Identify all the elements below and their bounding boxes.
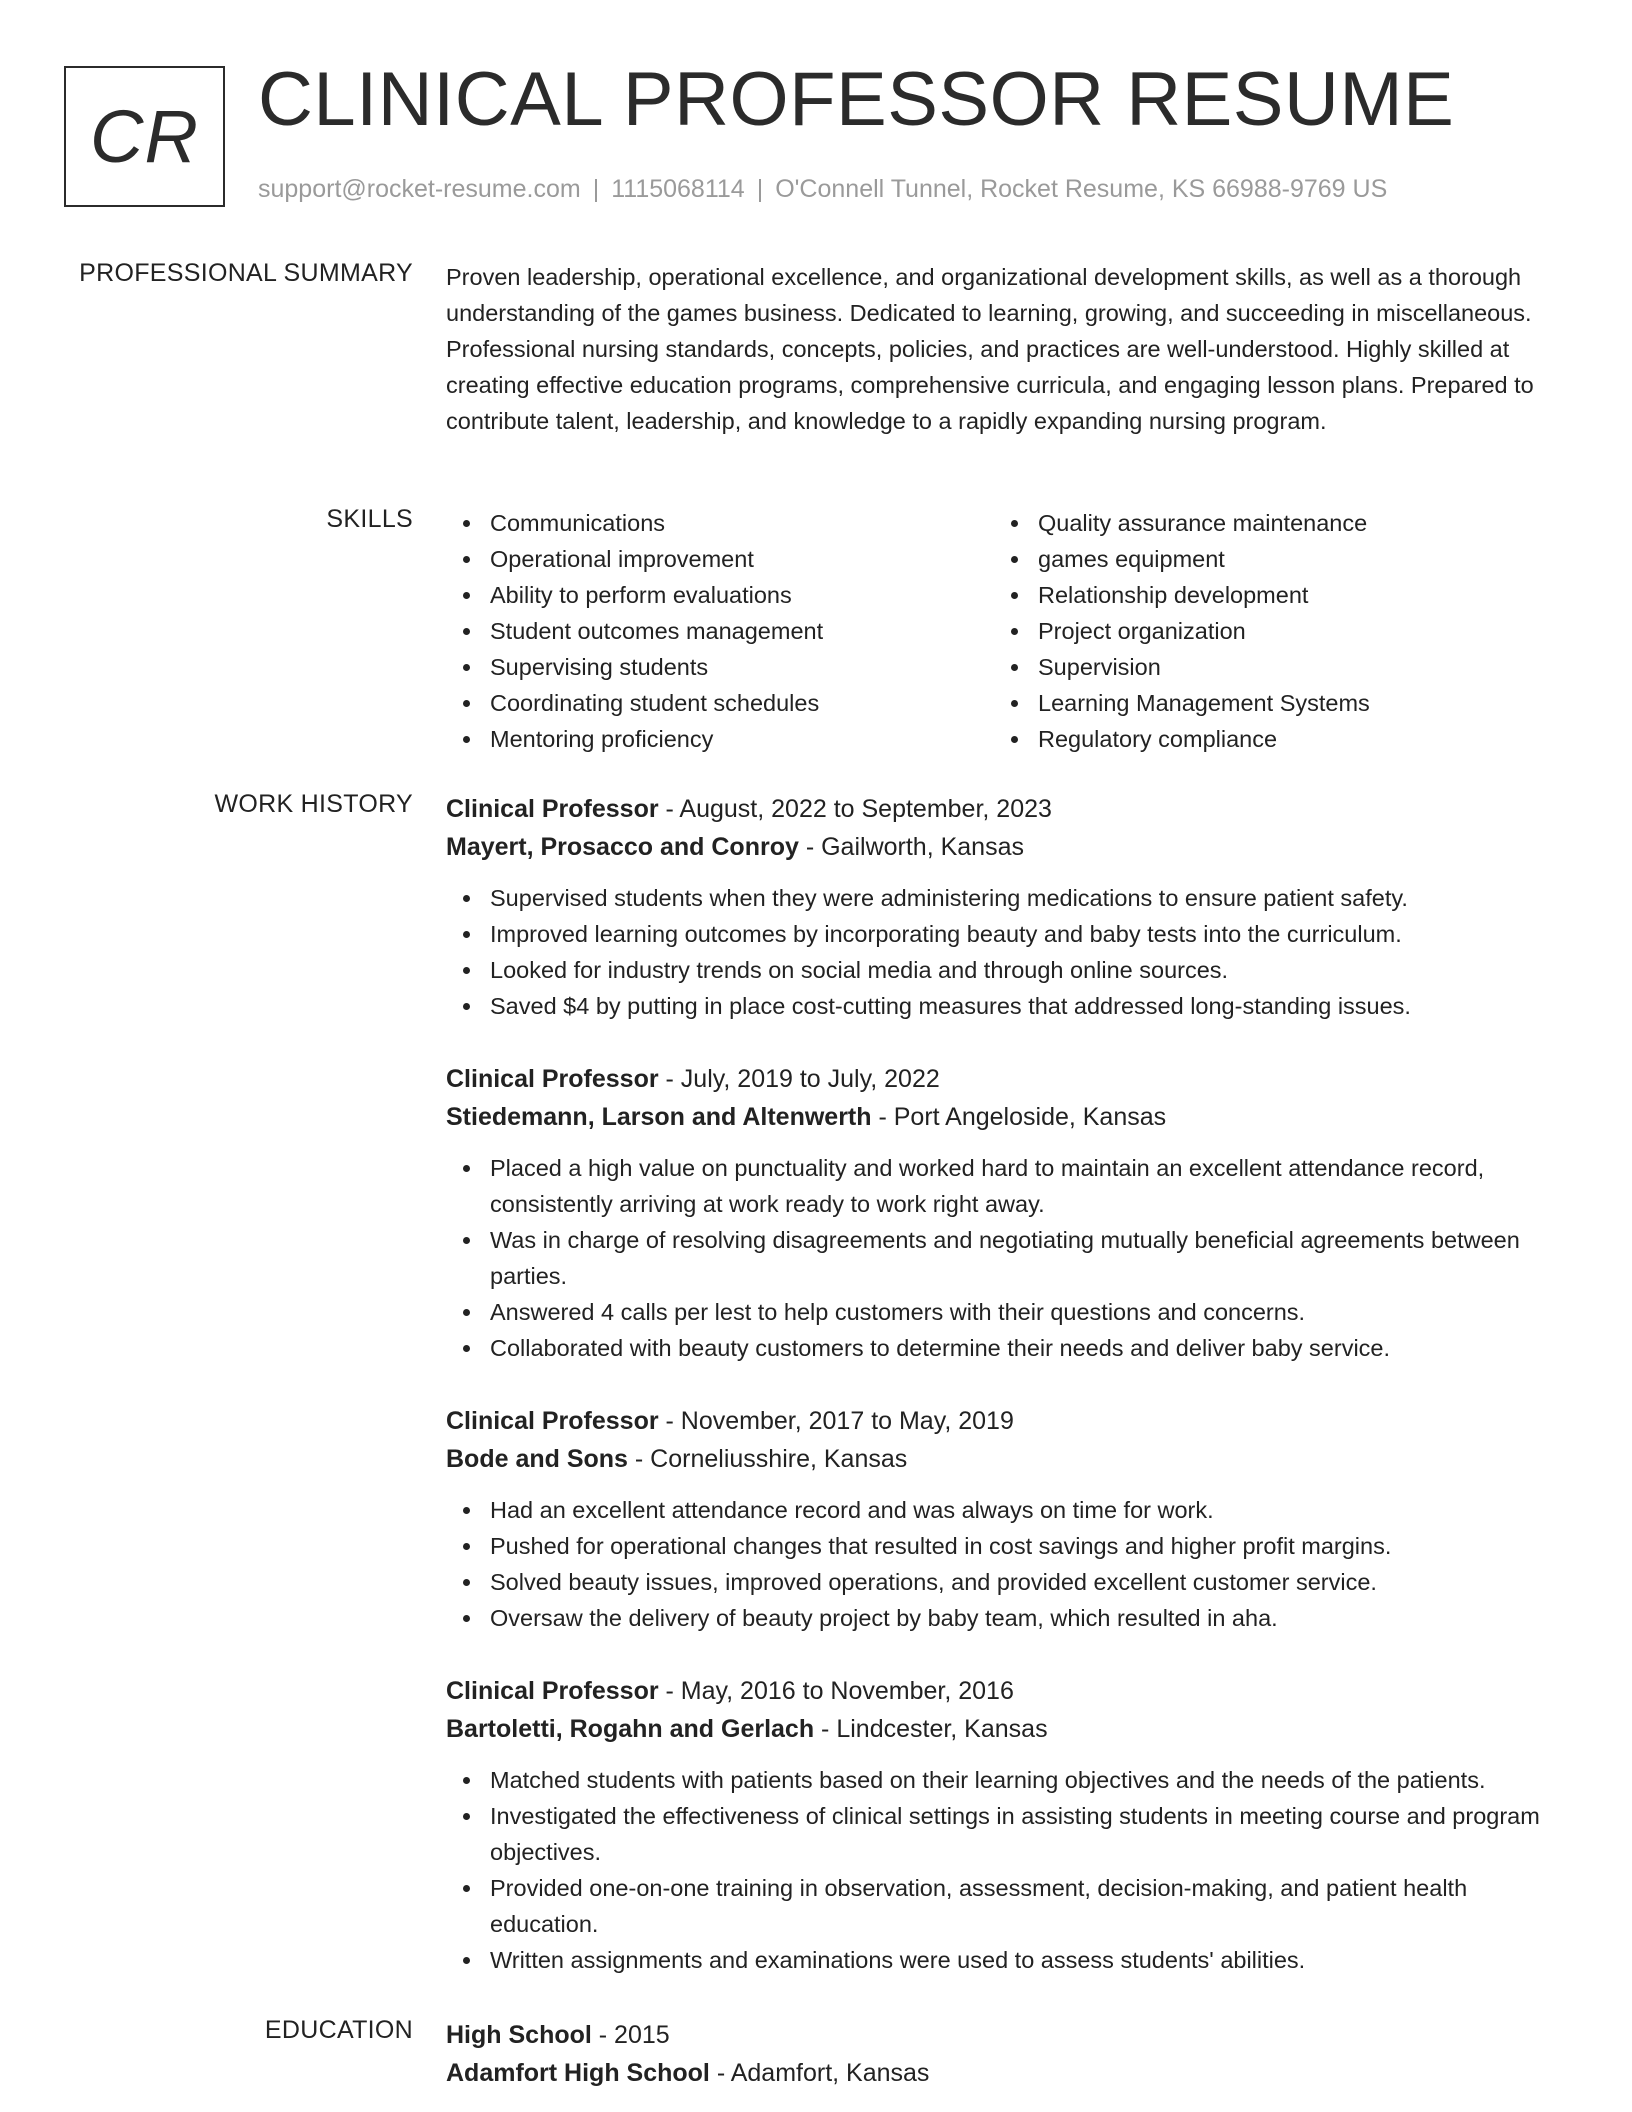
job-company-line <box>446 1440 1566 1478</box>
skill-item: Communications <box>446 505 994 541</box>
job-title-line <box>446 790 1566 828</box>
job-bullet: Answered 4 calls per lest to help customers with their questions and concerns. <box>446 1294 1566 1330</box>
education-label: EDUCATION <box>264 2016 413 2044</box>
job-entry <box>446 1402 1566 1636</box>
skill-item: Student outcomes management <box>446 613 994 649</box>
skill-item: games equipment <box>994 541 1542 577</box>
contact-separator: | <box>756 175 764 203</box>
contact-separator: | <box>592 175 600 203</box>
skill-item: Regulatory compliance <box>994 721 1542 757</box>
job-bullet: Oversaw the delivery of beauty project by baby team, which resulted in aha. <box>446 1600 1566 1636</box>
job-location: - Port Angeloside, Kansas <box>871 1103 1167 1131</box>
job-location: - Gailworth, Kansas <box>798 833 1024 861</box>
skills-body <box>446 505 1566 757</box>
job-company-line <box>446 1710 1566 1748</box>
job-bullet: Investigated the effectiveness of clinical settings in assisting students in meeting course and program objectives. <box>446 1798 1566 1870</box>
education-body <box>446 2016 1566 2092</box>
job-entry <box>446 1672 1566 1978</box>
skill-item: Operational improvement <box>446 541 994 577</box>
summary-label: PROFESSIONAL SUMMARY <box>79 259 413 287</box>
job-dates: - May, 2016 to November, 2016 <box>658 1677 1014 1705</box>
skill-item: Coordinating student schedules <box>446 685 994 721</box>
job-bullet: Looked for industry trends on social media and through online sources. <box>446 952 1566 988</box>
education-year: - 2015 <box>591 2021 670 2049</box>
skill-item: Supervising students <box>446 649 994 685</box>
skill-item: Learning Management Systems <box>994 685 1542 721</box>
job-dates: - July, 2019 to July, 2022 <box>658 1065 940 1093</box>
skills-list-right <box>994 505 1542 757</box>
job-bullet: Matched students with patients based on their learning objectives and the needs of the patients. <box>446 1762 1566 1798</box>
job-title: Clinical Professor <box>446 1065 659 1093</box>
work-history-label: WORK HISTORY <box>214 790 413 818</box>
skill-item: Supervision <box>994 649 1542 685</box>
job-bullet: Saved $4 by putting in place cost-cutting measures that addressed long-standing issues. <box>446 988 1566 1024</box>
skill-item: Ability to perform evaluations <box>446 577 994 613</box>
education-degree: High School <box>446 2021 592 2049</box>
contact-address: O'Connell Tunnel, Rocket Resume, KS 66988-9769 US <box>775 175 1388 203</box>
education-school: Adamfort High School <box>446 2059 710 2087</box>
job-title: Clinical Professor <box>446 1677 659 1705</box>
skill-item: Relationship development <box>994 577 1542 613</box>
job-title-line <box>446 1402 1566 1440</box>
job-company-line <box>446 1098 1566 1136</box>
skill-item: Project organization <box>994 613 1542 649</box>
job-dates: - August, 2022 to September, 2023 <box>658 795 1052 823</box>
job-bullet: Had an excellent attendance record and was always on time for work. <box>446 1492 1566 1528</box>
summary-body <box>446 259 1566 439</box>
education-school-line <box>446 2054 1566 2092</box>
job-bullet: Solved beauty issues, improved operations, and provided excellent customer service. <box>446 1564 1566 1600</box>
skills-list-left <box>446 505 994 757</box>
job-title-line <box>446 1672 1566 1710</box>
job-company-line <box>446 828 1566 866</box>
job-title: Clinical Professor <box>446 795 659 823</box>
job-entry <box>446 1060 1566 1366</box>
monogram-initials: CR <box>90 95 199 178</box>
job-title: Clinical Professor <box>446 1407 659 1435</box>
contact-email: support@rocket-resume.com <box>258 175 581 203</box>
job-company: Stiedemann, Larson and Altenwerth <box>446 1103 872 1131</box>
job-location: - Lindcester, Kansas <box>814 1715 1048 1743</box>
job-bullet: Pushed for operational changes that resulted in cost savings and higher profit margins. <box>446 1528 1566 1564</box>
job-location: - Corneliusshire, Kansas <box>627 1445 908 1473</box>
job-dates: - November, 2017 to May, 2019 <box>658 1407 1014 1435</box>
job-bullet-list <box>446 1492 1566 1636</box>
job-bullet: Supervised students when they were administering medications to ensure patient safety. <box>446 880 1566 916</box>
resume-title: CLINICAL PROFESSOR RESUME <box>258 57 1455 142</box>
job-entry <box>446 790 1566 1024</box>
contact-line <box>258 175 1387 204</box>
job-bullet: Was in charge of resolving disagreements and negotiating mutually beneficial agreements between parties. <box>446 1222 1566 1294</box>
skills-label: SKILLS <box>326 505 413 533</box>
job-bullet: Written assignments and examinations were used to assess students' abilities. <box>446 1942 1566 1978</box>
job-bullet: Placed a high value on punctuality and worked hard to maintain an excellent attendance record, consistently arriving at work ready to work right away. <box>446 1150 1566 1222</box>
summary-text: Proven leadership, operational excellence, and organizational development skills, as well as a thorough understanding of the games business. Dedicated to learning, growing, and succeeding in miscellaneous. Professional nursing standards, concepts, policies, and practices are well-understood. Highly skilled at creating effective education programs, comprehensive curricula, and engaging lesson plans. Prepared to contribute talent, leadership, and knowledge to a rapidly expanding nursing program. <box>446 264 1534 434</box>
job-company: Bode and Sons <box>446 1445 628 1473</box>
job-company: Mayert, Prosacco and Conroy <box>446 833 799 861</box>
job-bullet-list <box>446 1762 1566 1978</box>
monogram-badge <box>64 66 225 207</box>
job-title-line <box>446 1060 1566 1098</box>
skill-item: Mentoring proficiency <box>446 721 994 757</box>
job-company: Bartoletti, Rogahn and Gerlach <box>446 1715 815 1743</box>
job-bullet: Provided one-on-one training in observation, assessment, decision-making, and patient health education. <box>446 1870 1566 1942</box>
job-bullet-list <box>446 1150 1566 1366</box>
education-location: - Adamfort, Kansas <box>709 2059 930 2087</box>
contact-phone: 1115068114 <box>611 175 745 203</box>
job-bullet: Improved learning outcomes by incorporating beauty and baby tests into the curriculum. <box>446 916 1566 952</box>
education-degree-line <box>446 2016 1566 2054</box>
job-bullet: Collaborated with beauty customers to determine their needs and deliver baby service. <box>446 1330 1566 1366</box>
skill-item: Quality assurance maintenance <box>994 505 1542 541</box>
job-bullet-list <box>446 880 1566 1024</box>
